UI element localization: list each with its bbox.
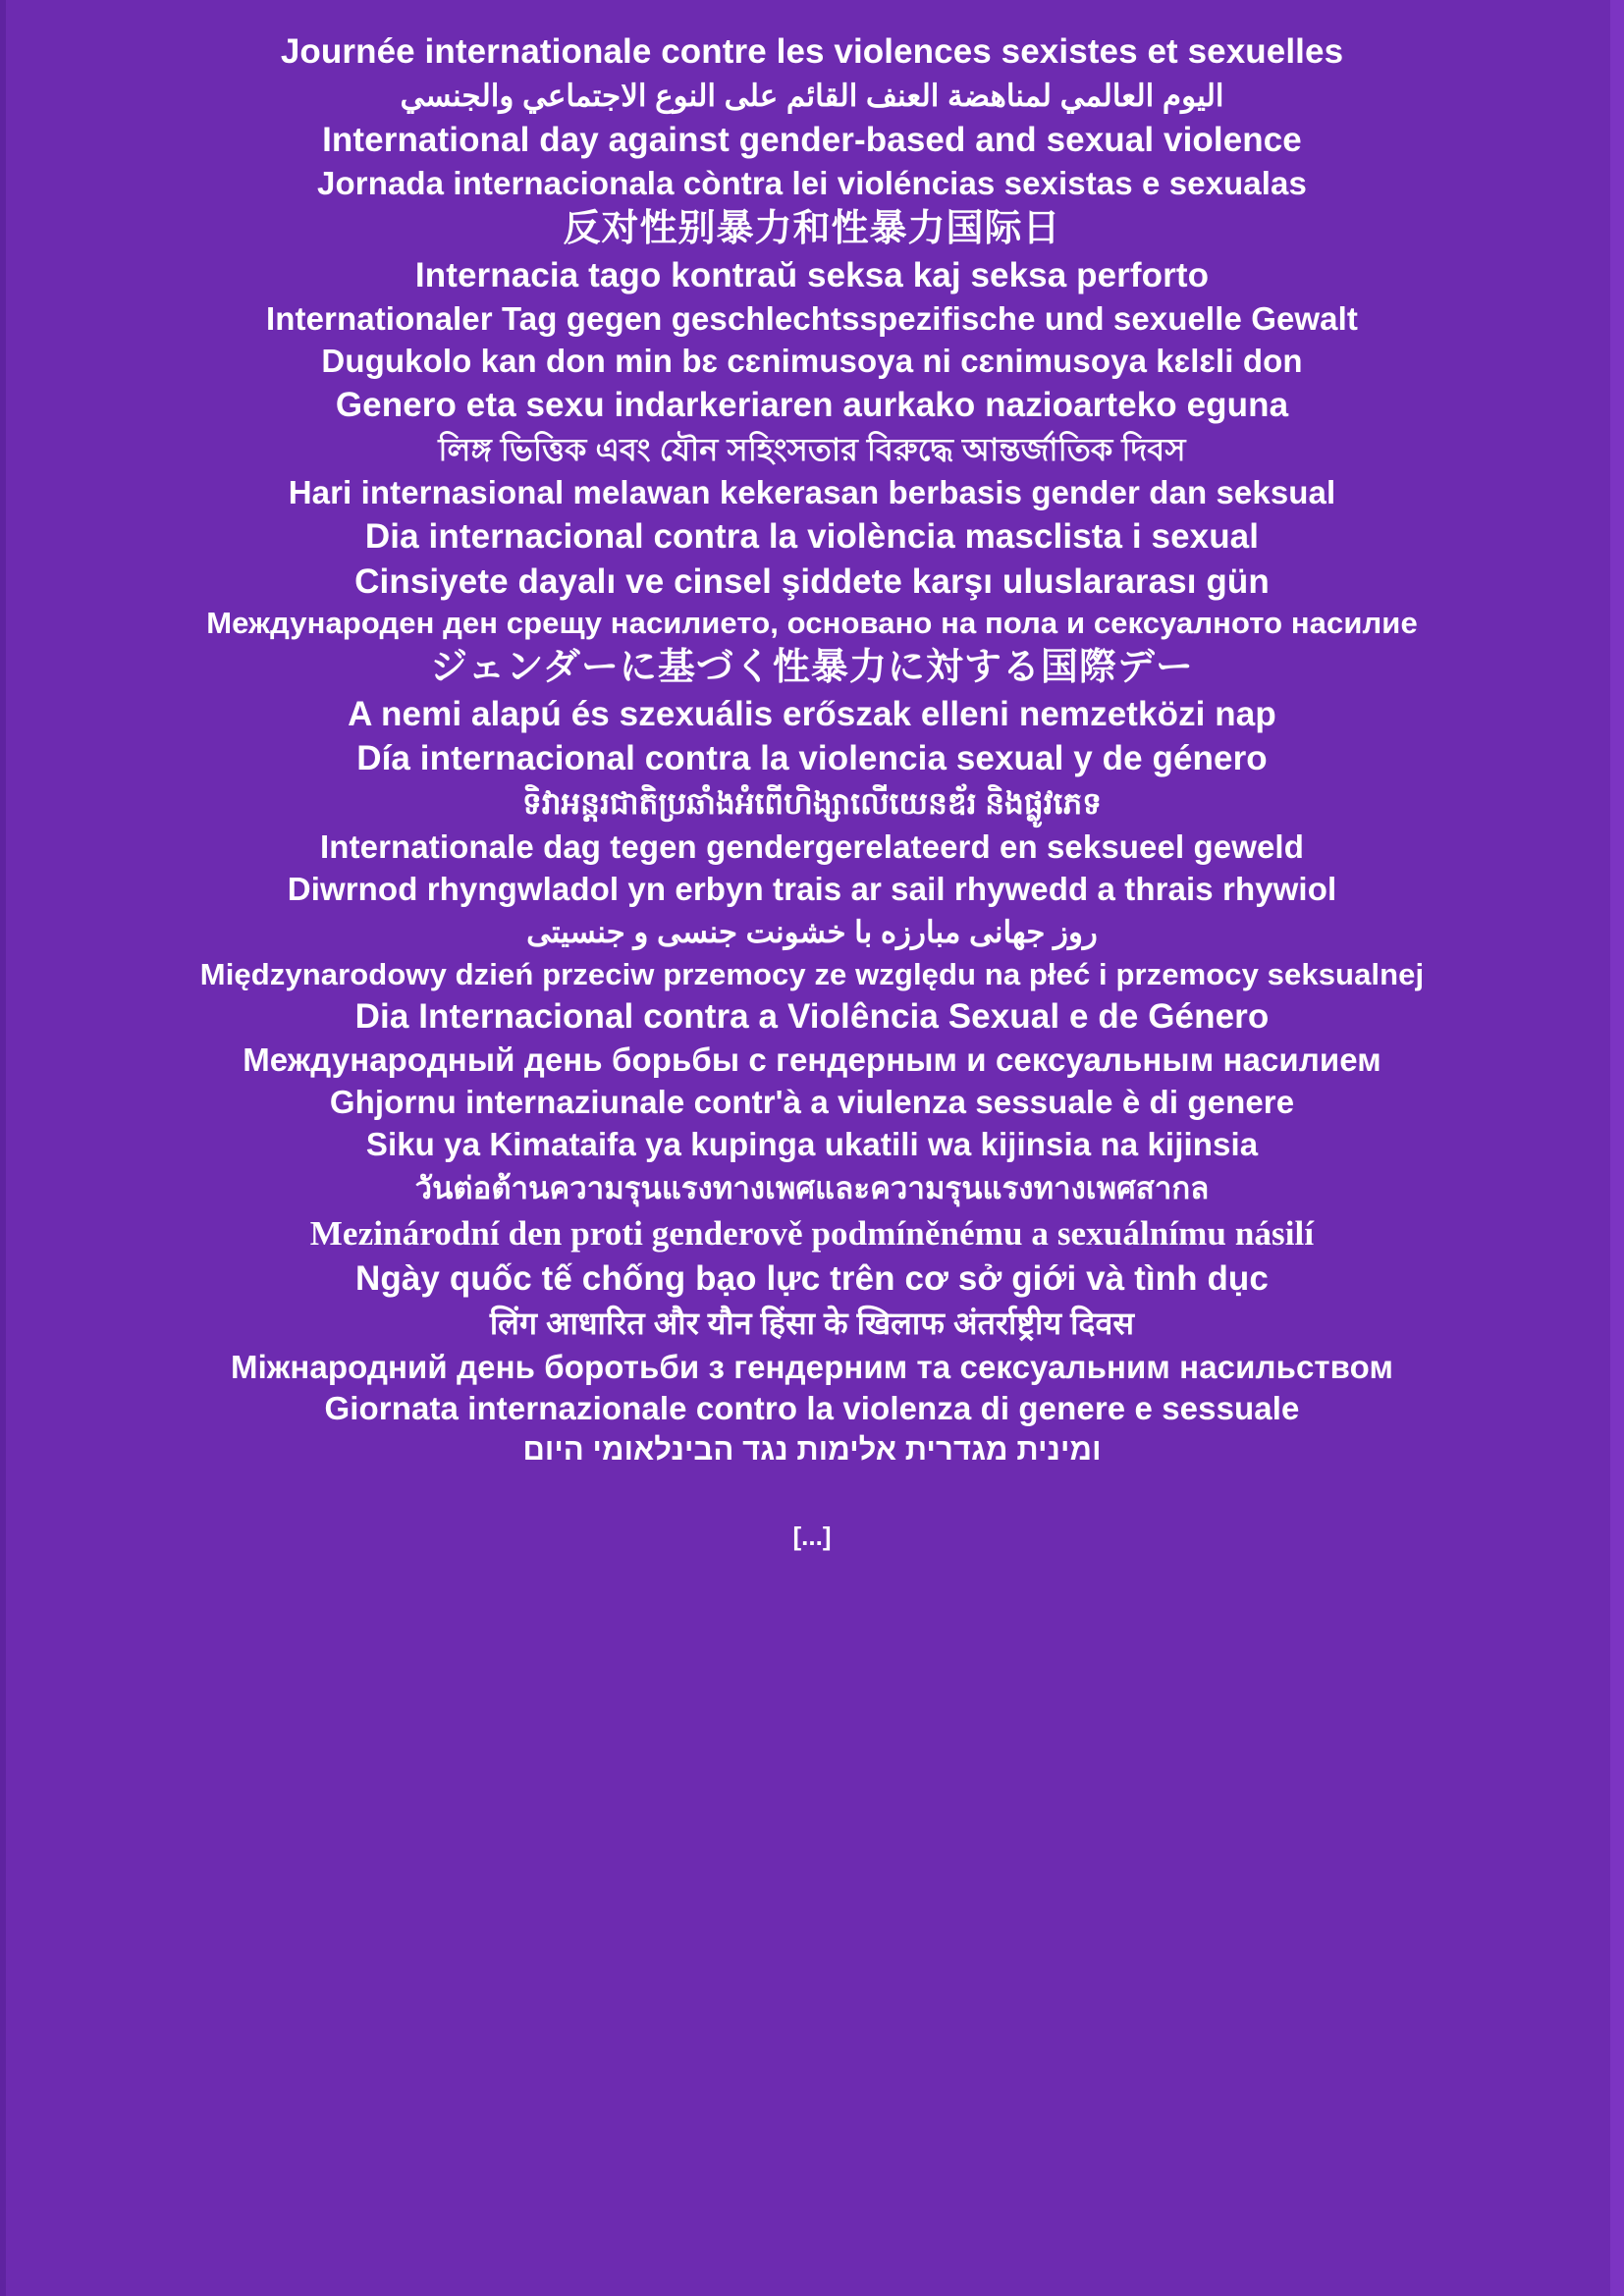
left-edge-stripe xyxy=(0,0,6,2296)
translation-line: Journée internationale contre les violences sexistes et sexuelles xyxy=(280,32,1344,71)
translation-line: Hari internasional melawan kekerasan berbasis gender dan seksual xyxy=(288,474,1336,511)
translation-line: Siku ya Kimataifa ya kupinga ukatili wa kijinsia na kijinsia xyxy=(365,1125,1259,1162)
translation-line: लिंग आधारित और यौन हिंसा के खिलाफ अंतर्राष्ट्रीय दिवस xyxy=(489,1306,1135,1342)
translation-line: ומינית מגדרית אלימות נגד הבינלאומי היום xyxy=(522,1432,1102,1468)
translation-line: Giornata internazionale contro la violenza di genere e sessuale xyxy=(324,1390,1300,1427)
translation-line: Internationale dag tegen gendergerelateerd en seksueel geweld xyxy=(320,828,1304,866)
translation-line: Día internacional contra la violencia sexual y de género xyxy=(356,739,1268,778)
translation-line: Internationaler Tag gegen geschlechtsspezifische und sexuelle Gewalt xyxy=(265,299,1358,337)
translation-line: Міжнародний день боротьби з гендерним та сексуальним насильством xyxy=(231,1348,1393,1385)
translation-line: اليوم العالمي لمناهضة العنف القائم على النوع الاجتماعي والجنسي xyxy=(400,78,1224,113)
translation-line: International day against gender-based and sexual violence xyxy=(322,121,1302,160)
translation-line: Jornada internacionala còntra lei violéncias sexistas e sexualas xyxy=(317,164,1307,201)
translation-line: ジェンダーに基づく性暴力に対する国際デー xyxy=(430,646,1194,688)
translation-line: Ghjornu internaziunale contr'à a viulenza sessuale è di genere xyxy=(329,1083,1295,1120)
translation-line: A nemi alapú és szexuális erőszak elleni nemzetközi nap xyxy=(348,694,1276,733)
translation-line: Cinsiyete dayalı ve cinsel şiddete karşı uluslararası gün xyxy=(354,561,1270,601)
translation-line: روز جهانی مبارزه با خشونت جنسی و جنسیتی xyxy=(526,915,1098,950)
translation-line: লিঙ্গ ভিত্তিক এবং যৌন সহিংসতার বিরুদ্ধে আন্তর্জাতিক দিবস xyxy=(438,432,1186,467)
translation-line: Diwrnod rhyngwladol yn erbyn trais ar sail rhywedd a thrais rhywiol xyxy=(287,871,1337,908)
more-indicator: [...] xyxy=(792,1521,832,1551)
translation-line: Internacia tago kontraŭ seksa kaj seksa perforto xyxy=(414,256,1210,295)
translation-list xyxy=(39,29,1585,1470)
translation-line: Международен ден срещу насилието, основано на пола и сексуалното насилие xyxy=(206,606,1418,641)
translation-line: Dia internacional contra la violència masclista i sexual xyxy=(364,517,1260,557)
translation-line: Международный день борьбы с гендерным и сексуальным насилием xyxy=(243,1041,1381,1078)
translation-line: วันต่อต้านความรุนแรงทางเพศและความรุนแรงทางเพศสากล xyxy=(414,1170,1210,1205)
translation-line: Mezinárodní den proti genderově podmíněnému a sexuálnímu násilí xyxy=(309,1214,1315,1254)
translation-line: 反对性别暴力和性暴力国际日 xyxy=(563,207,1061,249)
translation-line: Dugukolo kan don min bɛ cɛnimusoya ni cɛnimusoya kɛlɛli don xyxy=(321,342,1303,379)
translation-line: ទិវាអន្តរជាតិប្រឆាំងអំពើហិង្សាលើយេនឌ័រ និងផ្លូវភេទ xyxy=(521,785,1103,821)
translation-line: Ngày quốc tế chống bạo lực trên cơ sở giới và tình dục xyxy=(355,1258,1269,1298)
translation-line: Międzynarodowy dzień przeciw przemocy ze względu na płeć i przemocy seksualnej xyxy=(199,957,1425,992)
translation-line: Dia Internacional contra a Violência Sexual e de Género xyxy=(354,997,1270,1037)
right-edge-stripe xyxy=(1610,0,1624,2296)
translation-line: Genero eta sexu indarkeriaren aurkako nazioarteko eguna xyxy=(335,385,1289,424)
